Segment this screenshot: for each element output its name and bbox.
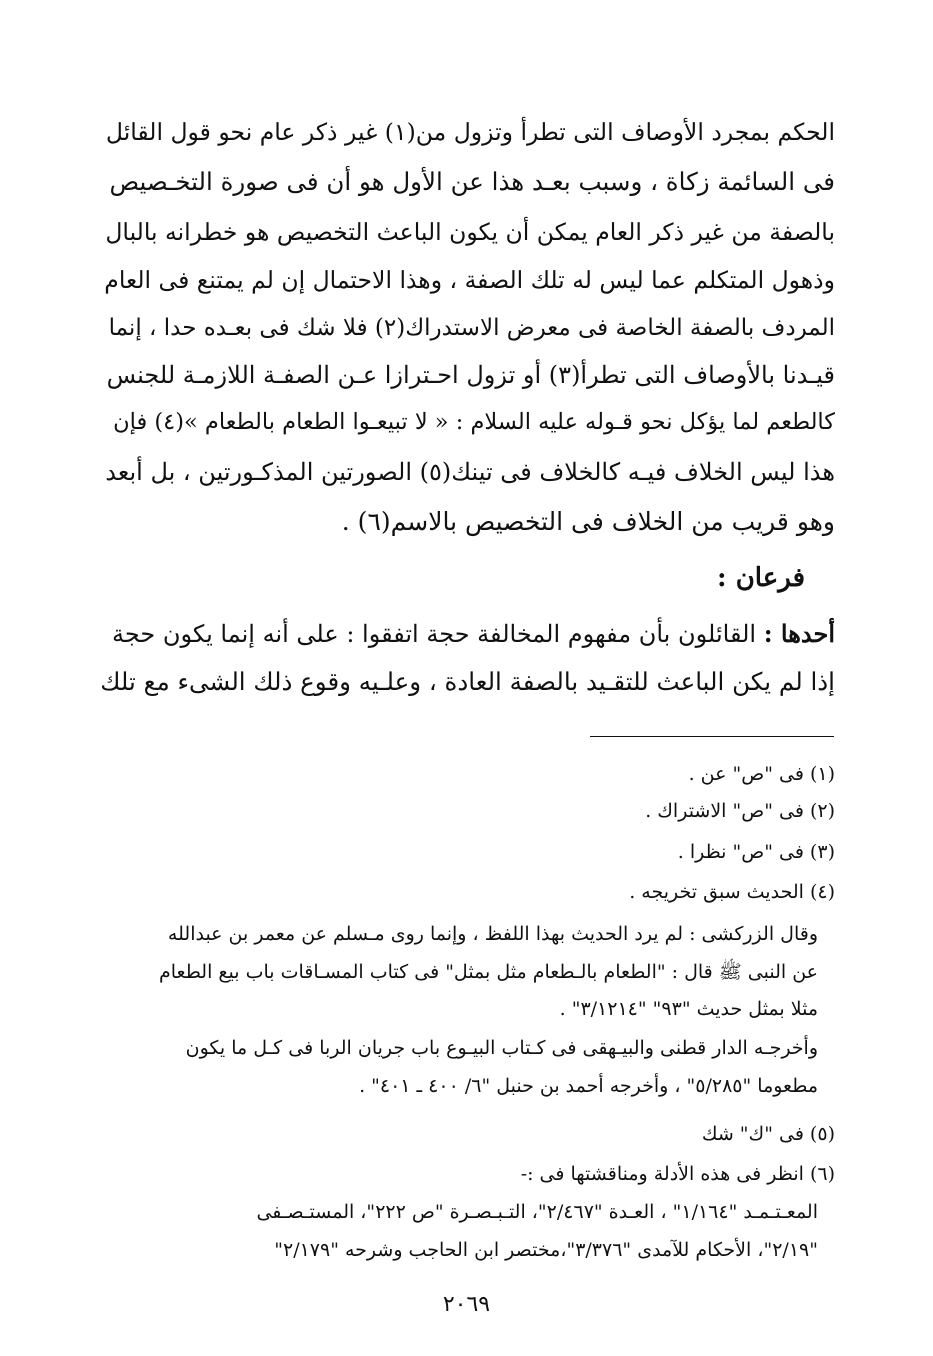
body-line-5: المردف بالصفة الخاصة فى معرض الاستدراك(٢) فلا شك فى بعـده حدا ، إنما <box>108 315 835 341</box>
body-line-2: فى السائمة زكاة ، وسبب بعـد هذا عن الأول هو أن فى صورة التخـصيص <box>109 167 835 196</box>
para2-line-1-text: القائلون بأن مفهوم المخالفة حجة اتفقوا : على أنه إنما يكون حجة <box>112 620 764 648</box>
footnote-2: (٢) فى "ص" الاشتراك . <box>645 800 835 822</box>
footnote-6: (٦) انظر فى هذه الأدلة ومناقشتها فى :- <box>520 1163 835 1185</box>
footnote-4-cont-1: وقال الزركشى : لم يرد الحديث بهذا اللفظ ، وإنما روى مـسلم عن معمر بن عبدالله <box>167 923 818 945</box>
footnote-5: (٥) فى "ك" شك <box>701 1123 835 1145</box>
page-number: ٢٠٦٩ <box>442 1292 491 1317</box>
body-line-4: وذهول المتكلم عما ليس له تلك الصفة ، وهذا الاحتمال إن لم يمتنع فى العام <box>104 266 835 294</box>
footnote-1: (١) فى "ص" عن . <box>688 763 835 785</box>
footnote-3: (٣) فى "ص" نظرا . <box>677 841 835 863</box>
section-heading: فرعان : <box>717 563 805 593</box>
body-line-3: بالصفة من غير ذكر العام يمكن أن يكون الباعث التخصيص هو خطرانه بالبال <box>105 218 835 246</box>
footnote-4-cont-4: وأخرجـه الدار قطنى والبيـهقى فى كـتاب البيـوع باب جريان الربا فى كـل ما يكون <box>185 1037 818 1059</box>
para2-line-2: إذا لم يكن الباعث للتقـيد بالصفة العادة ، وعلـيه وقوع ذلك الشىء مع تلك <box>100 667 835 696</box>
body-line-1: الحكم بمجرد الأوصاف التى تطرأ وتزول من(١) غير ذكر عام نحو قول القائل <box>105 118 835 146</box>
footnote-4-cont-5: مطعوما "٥/٢٨٥" ، وأخرجه أحمد بن حنبل "٦/ ٤٠٠ ـ ٤٠١" . <box>359 1075 818 1097</box>
para2-line-1 <box>100 617 835 651</box>
body-line-7: كالطعم لما يؤكل نحو قـوله عليه السلام : « لا تبيعـوا الطعام بالطعام »(٤) فإن <box>113 409 835 435</box>
footnote-6-cont-2: "٢/١٩"، الأحكام للآمدى "٣/٣٧٦"،مختصر ابن الحاجب وشرحه "٢/١٧٩" <box>274 1239 818 1261</box>
footnote-6-cont-1: المعـتـمـد "١/١٦٤" ، العـدة "٢/٤٦٧"، التـبـصـرة "ص ٢٢٢"، المستـصـفى <box>256 1201 818 1223</box>
footnote-4: (٤) الحديث سبق تخريجه . <box>629 881 835 903</box>
footnote-4-cont-3: مثلا بمثل حديث "٩٣" "٣/١٢١٤" . <box>559 998 818 1020</box>
body-line-9: وهو قريب من الخلاف فى التخصيص بالاسم(٦) . <box>341 507 835 536</box>
footnote-4-cont-2: عن النبى ﷺ قال : "الطعام بالـطعام مثل بمثل" فى كتاب المسـاقات باب بيع الطعام <box>159 961 818 983</box>
footnote-separator <box>590 736 834 737</box>
body-line-6: قيـدنا بالأوصاف التى تطرأ(٣) أو تزول احـترازا عـن الصفـة اللازمـة للجنس <box>106 361 835 389</box>
para2-lead: أحدها : <box>763 619 835 648</box>
body-line-8: هذا ليس الخلاف فيـه كالخلاف فى تينك(٥) الصورتين المذكـورتين ، بل أبعد <box>105 458 835 486</box>
